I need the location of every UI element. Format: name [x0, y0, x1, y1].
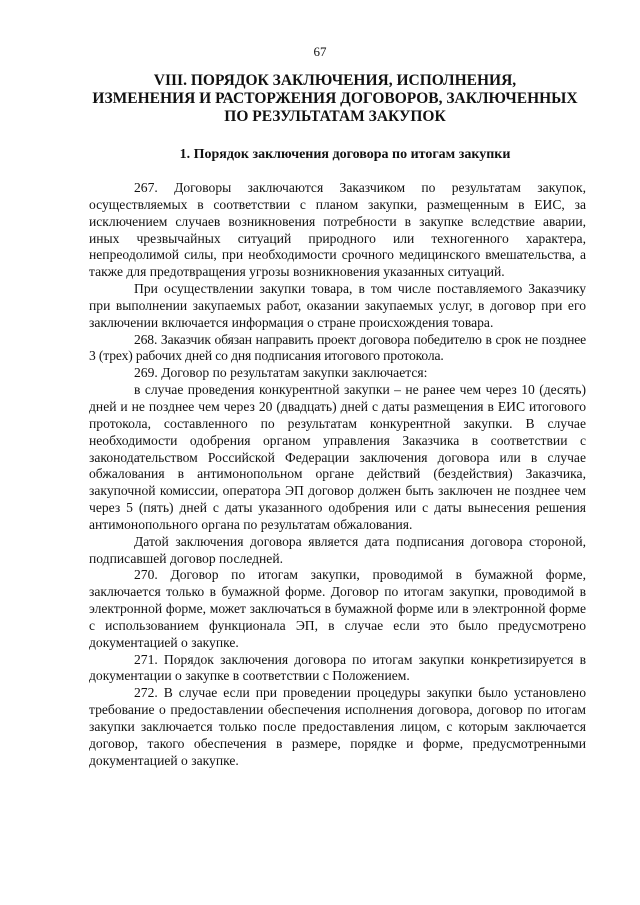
chapter-title [80, 72, 590, 126]
section-title: 1. Порядок заключения договора по итогам закупки [179, 147, 511, 162]
chapter-title-line: ПО РЕЗУЛЬТАТАМ ЗАКУПОК [224, 108, 446, 125]
paragraph-271: 271. Порядок заключения договора по итогам закупки конкретизируется в документации о закупке в соответствии с Положением. [89, 651, 586, 684]
paragraph-competitive-procurement: в случае проведения конкурентной закупки – не ранее чем через 10 (десять) дней и не позднее чем через 20 (двадцать) дней с даты размещения в ЕИС итогового протокола, составленного по результатам конкурентной закупки. В случае необходимости одобрения органом управления Заказчика в соответствии с законодательством Российской Федерации заключения договора или в случае обжалования в антимонопольном органе действий (бездействия) Заказчика, закупочной комиссии, оператора ЭП договор должен быть заключен не позднее чем через 5 (пять) дней с даты указанного одобрения или с даты вынесения решения антимонопольного органа по результатам обжалования. [89, 382, 586, 532]
paragraph-272: 272. В случае если при проведении процедуры закупки было установлено требование о предоставлении обеспечения исполнения договора, договор по итогам закупки заключается только после предоставления лицом, с которым заключается договор, такого обеспечения в размере, порядке и форме, предусмотренными документацией о закупке. [89, 685, 586, 768]
body-text [89, 180, 586, 770]
paragraph-270: 270. Договор по итогам закупки, проводимой в бумажной форме, заключается только в бумажной форме. Договор по итогам закупки, проводимой в электронной форме, может заключаться в бумажной форме или в электронной форме с использованием функционала ЭП, в случае если это было предусмотрено документацией о закупке. [89, 567, 586, 650]
chapter-title-line: ИЗМЕНЕНИЯ И РАСТОРЖЕНИЯ ДОГОВОРОВ, ЗАКЛЮЧЕННЫХ [92, 90, 578, 107]
paragraph-country-of-origin: При осуществлении закупки товара, в том числе поставляемого Заказчику при выполнении закупаемых работ, оказании закупаемых услуг, в договор при его заключении включается информация о стране происхождения товара. [89, 281, 586, 330]
paragraph-267: 267. Договоры заключаются Заказчиком по результатам закупок, осуществляемых в соответствии с планом закупки, размещенным в ЕИС, за исключением случаев возникновения потребности в закупке вследствие аварии, иных чрезвычайных ситуаций природного или техногенного характера, непреодолимой силы, при необходимости срочного медицинского вмешательства, а также для предотвращения угрозы возникновения указанных ситуаций. [89, 180, 586, 280]
chapter-title-line: VIII. ПОРЯДОК ЗАКЛЮЧЕНИЯ, ИСПОЛНЕНИЯ, [153, 72, 517, 89]
paragraph-268: 268. Заказчик обязан направить проект договора победителю в срок не позднее 3 (трех) рабочих дней со дня подписания итогового протокола. [89, 331, 586, 364]
paragraph-269: 269. Договор по результатам закупки заключается: [134, 365, 428, 381]
paragraph-contract-date: Датой заключения договора является дата подписания договора стороной, подписавшей договор последней. [89, 533, 586, 566]
page-number: 67 [313, 44, 327, 59]
